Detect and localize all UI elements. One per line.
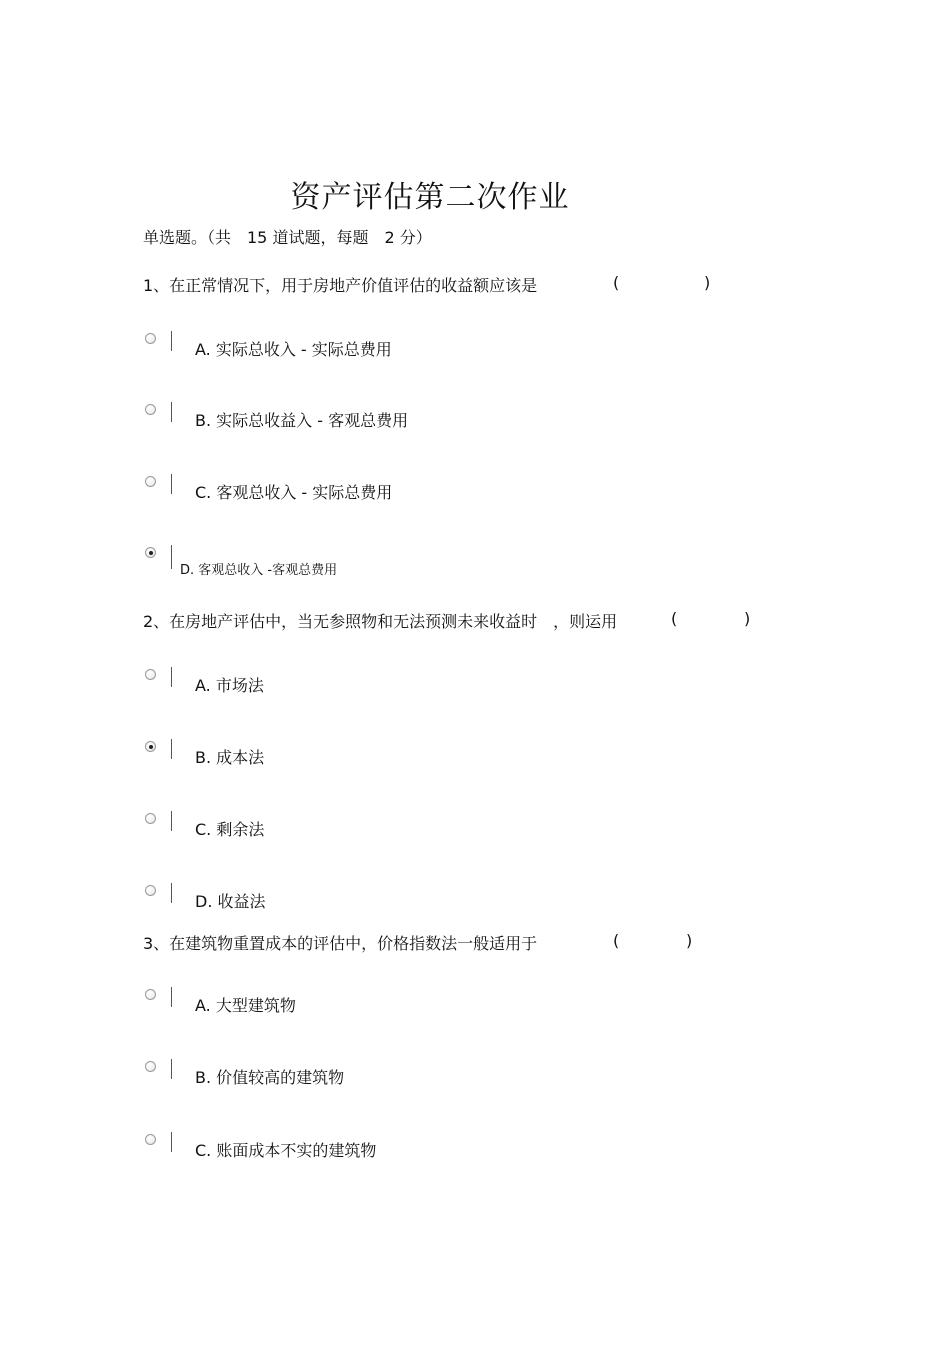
divider-bar (171, 987, 172, 1007)
option-label: D. 收益法 (195, 892, 266, 911)
radio-button[interactable] (145, 333, 156, 344)
option-label: C. 剩余法 (195, 820, 265, 839)
q1-option-a[interactable] (143, 331, 643, 361)
answer-paren-close: ) (704, 273, 711, 292)
question-3 (143, 931, 693, 954)
q1-option-b[interactable] (143, 402, 643, 432)
q3-option-c[interactable] (143, 1132, 643, 1162)
radio-button[interactable] (145, 989, 156, 1000)
option-label: B. 价值较高的建筑物 (195, 1068, 345, 1087)
radio-button[interactable] (145, 404, 156, 415)
option-label: A. 大型建筑物 (195, 996, 296, 1015)
radio-button[interactable] (145, 1134, 156, 1145)
radio-button[interactable] (145, 885, 156, 896)
radio-button[interactable] (145, 669, 156, 680)
divider-bar (171, 811, 172, 831)
divider-bar (171, 474, 172, 494)
q3-option-b[interactable] (143, 1059, 643, 1089)
answer-paren-open: ( (671, 609, 678, 628)
answer-paren-open: ( (613, 273, 620, 292)
instruction-text: 单选题。（共 15 道试题，每题 2 分） (143, 228, 432, 247)
radio-button[interactable] (145, 476, 156, 487)
option-label: B. 成本法 (195, 748, 265, 767)
q2-option-b[interactable] (143, 739, 643, 769)
question-1-text: 1、在正常情况下，用于房地产价值评估的收益额应该是 (143, 276, 538, 295)
divider-bar (171, 545, 172, 569)
q1-option-d[interactable] (143, 545, 643, 578)
q2-option-d[interactable] (143, 883, 643, 913)
option-label: C. 客观总收入 - 实际总费用 (195, 483, 393, 502)
question-1 (143, 273, 711, 296)
question-3-text: 3、在建筑物重置成本的评估中，价格指数法一般适用于 (143, 934, 538, 953)
radio-button[interactable] (145, 813, 156, 824)
radio-button-selected[interactable] (145, 547, 156, 558)
radio-button-selected[interactable] (145, 741, 156, 752)
divider-bar (171, 331, 172, 351)
option-label: D. 客观总收入 -客观总费用 (180, 563, 338, 578)
answer-paren-open: ( (613, 931, 620, 950)
option-label: A. 市场法 (195, 676, 264, 695)
divider-bar (171, 402, 172, 422)
q2-option-a[interactable] (143, 667, 643, 697)
divider-bar (171, 739, 172, 759)
option-label: A. 实际总收入 - 实际总费用 (195, 340, 392, 359)
divider-bar (171, 1132, 172, 1152)
option-label: B. 实际总收益入 - 客观总费用 (195, 411, 409, 430)
q2-option-c[interactable] (143, 811, 643, 841)
radio-button[interactable] (145, 1061, 156, 1072)
divider-bar (171, 1059, 172, 1079)
q3-option-a[interactable] (143, 987, 643, 1017)
option-label: C. 账面成本不实的建筑物 (195, 1141, 377, 1160)
question-2 (143, 609, 751, 632)
divider-bar (171, 883, 172, 903)
divider-bar (171, 667, 172, 687)
q1-option-c[interactable] (143, 474, 643, 504)
page-title: 资产评估第二次作业 (290, 180, 570, 215)
question-2-text: 2、在房地产评估中，当无参照物和无法预测未来收益时 ，则运用 (143, 612, 618, 631)
answer-paren-close: ) (744, 609, 751, 628)
answer-paren-close: ) (686, 931, 693, 950)
